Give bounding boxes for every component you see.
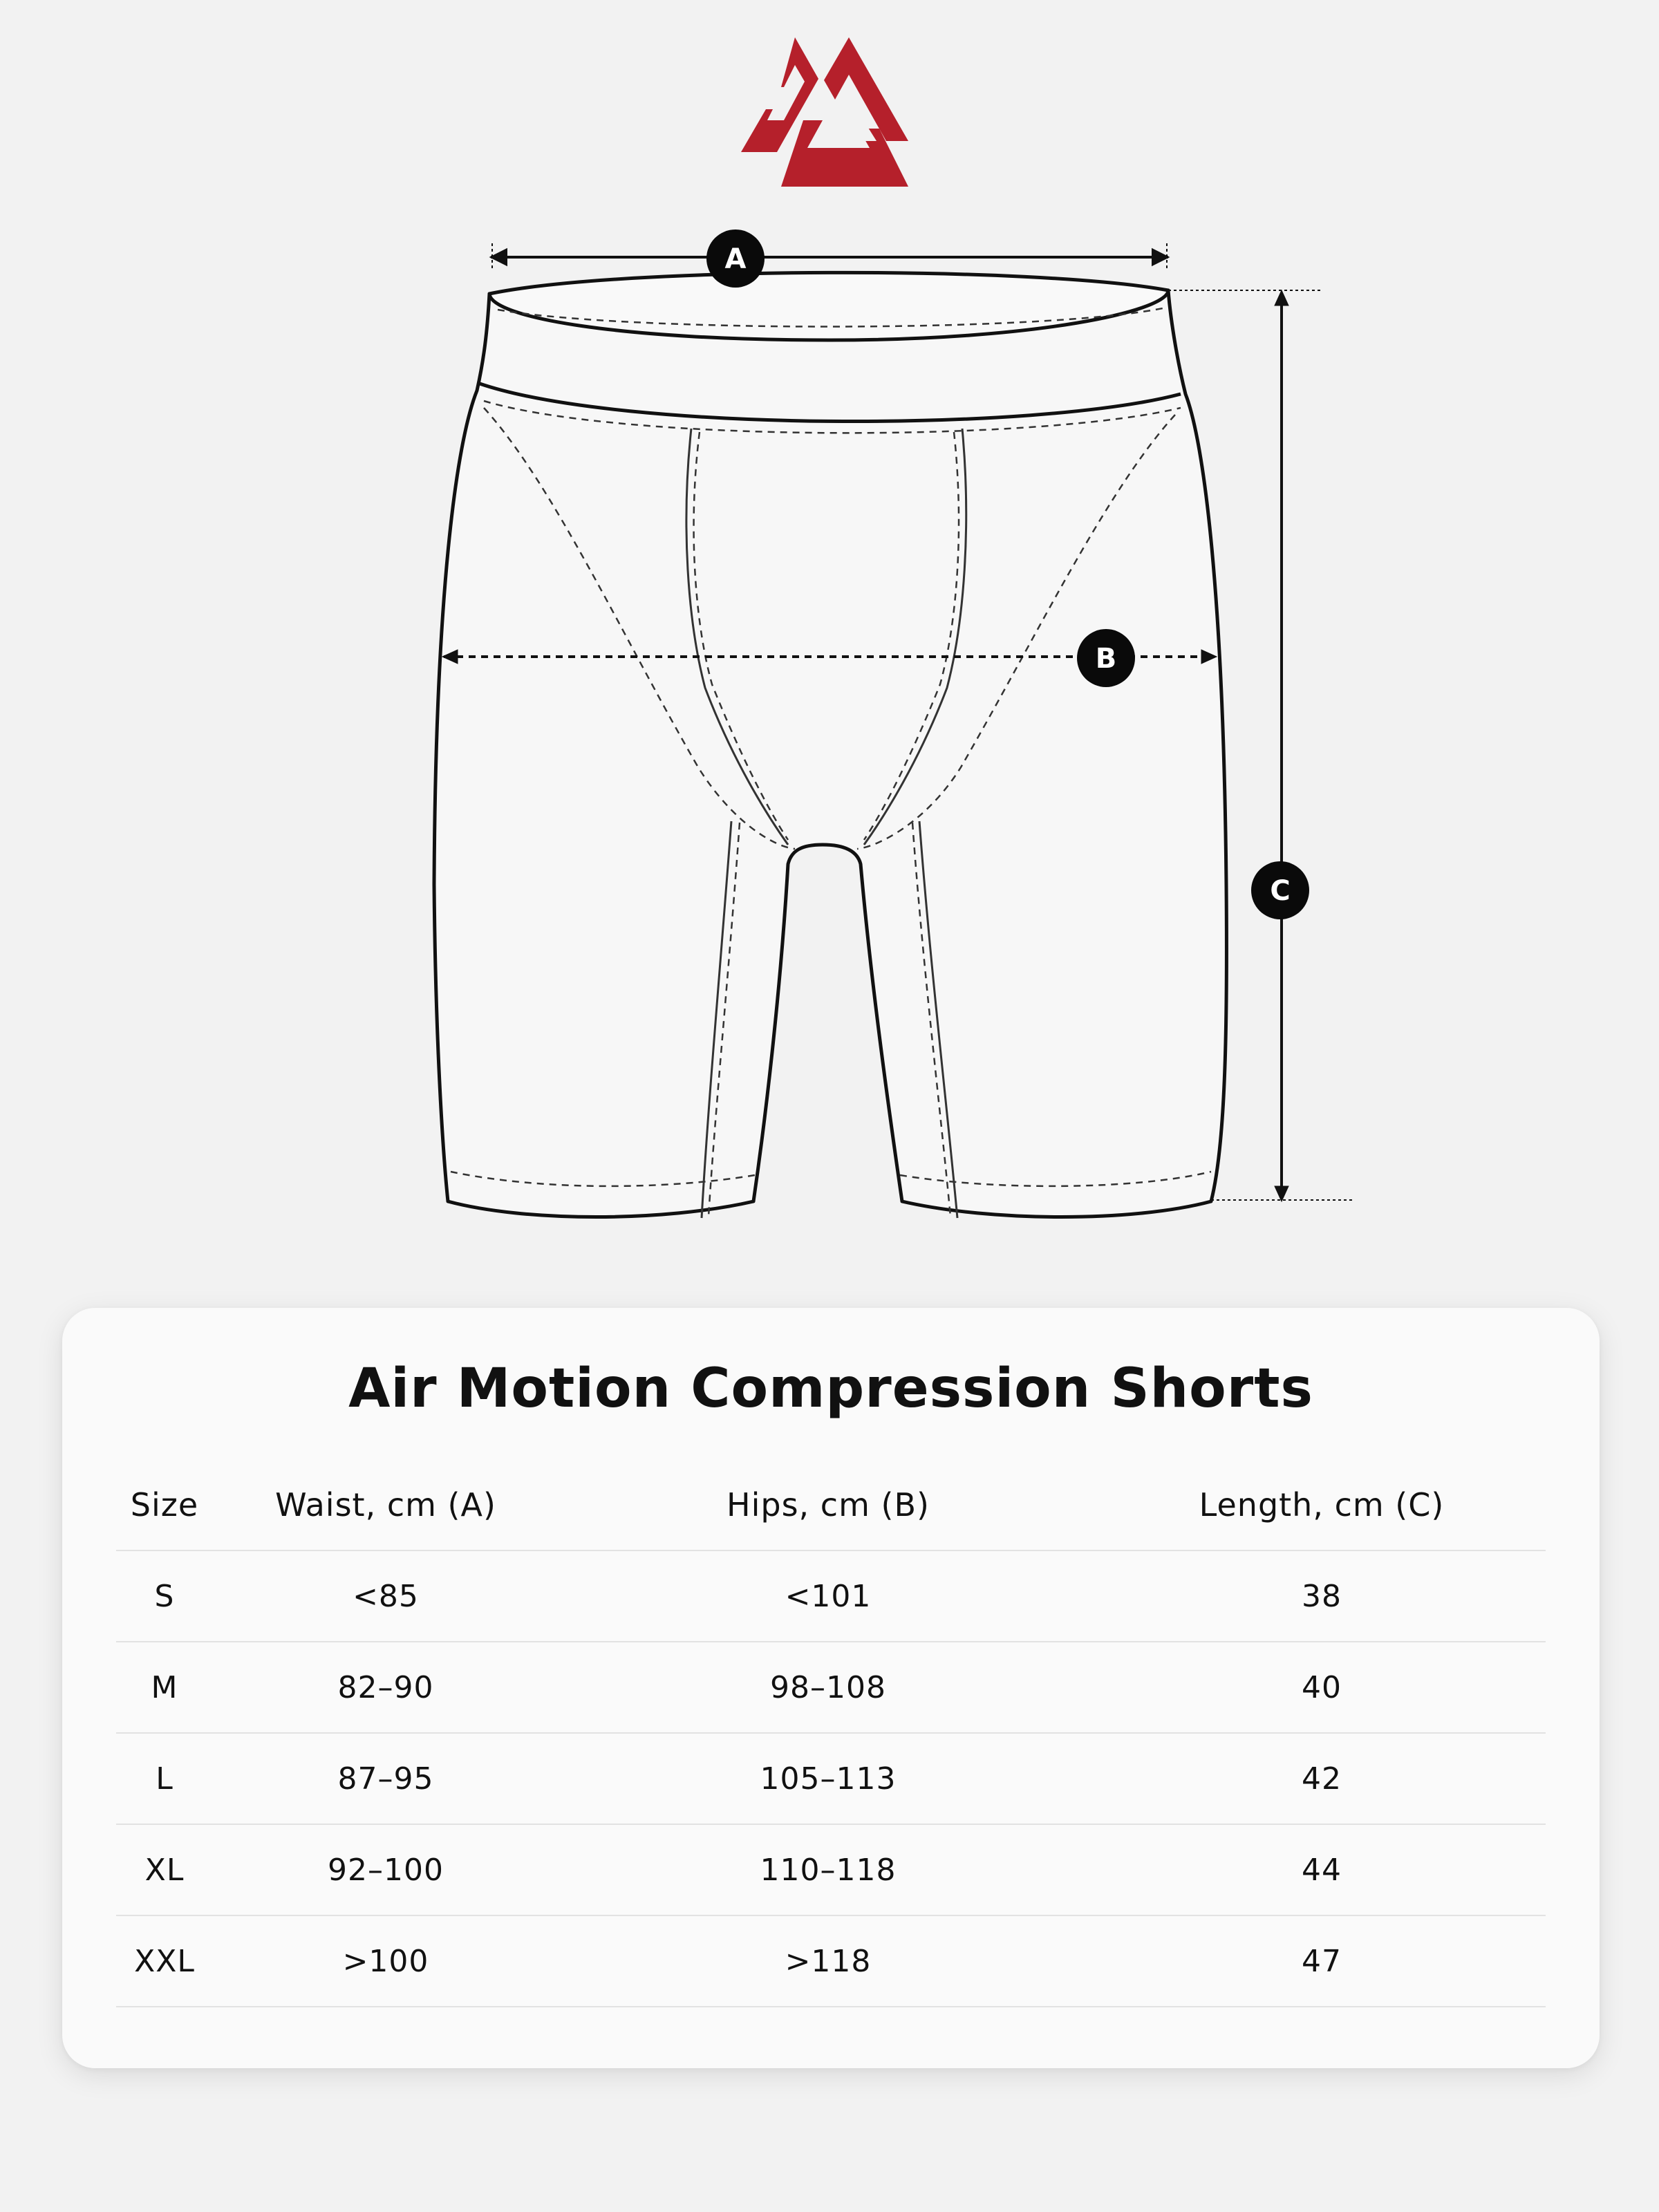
cell-waist: 82–90 <box>213 1642 559 1733</box>
table-row <box>116 1733 1546 1824</box>
cell-size: XXL <box>116 1915 213 2007</box>
marker-b-label: B <box>1095 643 1117 675</box>
cell-size: M <box>116 1642 213 1733</box>
size-chart-card <box>62 1308 1600 2068</box>
cell-length: 42 <box>1098 1733 1546 1824</box>
cell-size: XL <box>116 1824 213 1915</box>
cell-waist: 87–95 <box>213 1733 559 1824</box>
table-row <box>116 1642 1546 1733</box>
cell-hips: 105–113 <box>559 1733 1098 1824</box>
marker-a-label: A <box>724 243 747 275</box>
header-length: Length, cm (C) <box>1098 1460 1546 1550</box>
cell-hips: 110–118 <box>559 1824 1098 1915</box>
size-table <box>116 1460 1546 2007</box>
waist-measurement-a <box>491 243 1168 271</box>
shorts-diagram <box>0 207 1659 1258</box>
table-row <box>116 1915 1546 2007</box>
cell-waist: 92–100 <box>213 1824 559 1915</box>
header-hips: Hips, cm (B) <box>559 1460 1098 1550</box>
cell-size: L <box>116 1733 213 1824</box>
product-title: Air Motion Compression Shorts <box>348 1358 1313 1420</box>
table-row <box>116 1824 1546 1915</box>
table-row <box>116 1550 1546 1642</box>
cell-size: S <box>116 1550 213 1642</box>
cell-hips: >118 <box>559 1915 1098 2007</box>
shorts-outline <box>434 272 1226 1217</box>
cell-length: 44 <box>1098 1824 1546 1915</box>
brand-logo-icon <box>741 37 908 187</box>
cell-waist: <85 <box>213 1550 559 1642</box>
marker-c-label: C <box>1270 875 1291 907</box>
cell-length: 40 <box>1098 1642 1546 1733</box>
cell-length: 47 <box>1098 1915 1546 2007</box>
header-waist: Waist, cm (A) <box>213 1460 559 1550</box>
table-header-row <box>116 1460 1546 1550</box>
cell-hips: 98–108 <box>559 1642 1098 1733</box>
cell-waist: >100 <box>213 1915 559 2007</box>
cell-hips: <101 <box>559 1550 1098 1642</box>
cell-length: 38 <box>1098 1550 1546 1642</box>
header-size: Size <box>116 1460 213 1550</box>
